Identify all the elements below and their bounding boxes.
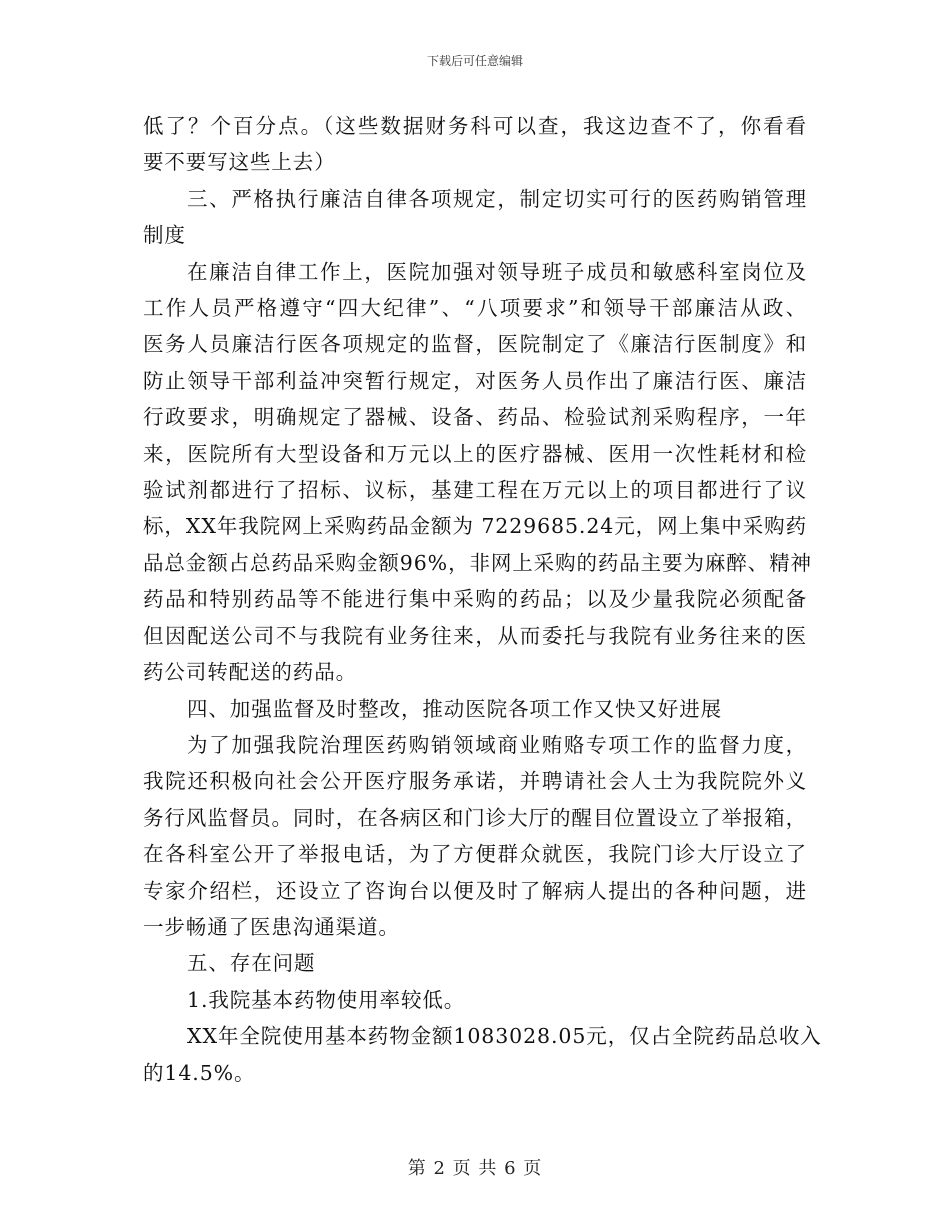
text-line: 务行风监督员。同时，在各病区和门诊大厅的醒目位置设立了举报箱， — [143, 805, 807, 830]
section-heading-3: 三、严格执行廉洁自律各项规定，制定切实可行的医药购销管理 — [187, 186, 807, 211]
text-line: 为了加强我院治理医药购销领域商业贿赂专项工作的监督力度， — [187, 732, 807, 757]
section-heading-5: 五、存在问题 — [187, 951, 316, 976]
text-line: 我院还积极向社会公开医疗服务承诺，并聘请社会人士为我院院外义 — [143, 769, 807, 794]
text-line: 医务人员廉洁行医各项规定的监督，医院制定了《廉洁行医制度》和 — [143, 332, 807, 357]
text-line: 品总金额占总药品采购金额96%，非网上采购的药品主要为麻醉、精神 — [143, 550, 812, 575]
text-line: 来，医院所有大型设备和万元以上的医疗器械、医用一次性耗材和检 — [143, 441, 807, 466]
text-line: 的14.5%。 — [143, 1060, 256, 1085]
text-line: 药公司转配送的药品。 — [143, 660, 357, 685]
text-line: 但因配送公司不与我院有业务往来，从而委托与我院有业务往来的医 — [143, 623, 807, 648]
section-heading-4: 四、加强监督及时整改，推动医院各项工作又快又好进展 — [187, 696, 722, 721]
text-line: 标，XX年我院网上采购药品金额为 7229685.24元，网上集中采购药 — [143, 514, 807, 539]
subsection-heading: 1.我院基本药物使用率较低。 — [187, 987, 466, 1012]
text-line: 行政要求，明确规定了器械、设备、药品、检验试剂采购程序，一年 — [143, 405, 807, 430]
document-body — [143, 108, 822, 1091]
text-line: 要不要写这些上去） — [143, 150, 336, 175]
section-heading-3-cont: 制度 — [143, 223, 186, 248]
text-line: 在各科室公开了举报电话，为了方便群众就医，我院门诊大厅设立了 — [143, 842, 807, 867]
text-line: 在廉洁自律工作上，医院加强对领导班子成员和敏感科室岗位及 — [187, 259, 807, 284]
text-line: 防止领导干部利益冲突暂行规定，对医务人员作出了廉洁行医、廉洁 — [143, 368, 807, 393]
text-line: 低了？个百分点。（这些数据财务科可以查，我这边查不了，你看看 — [143, 114, 807, 138]
page-footer: 第 2 页 共 6 页 — [407, 1158, 543, 1179]
page-header: 下载后可任意编辑 — [426, 54, 523, 68]
text-line: 专家介绍栏，还设立了咨询台以便及时了解病人提出的各种问题，进 — [143, 878, 807, 903]
text-line: 药品和特别药品等不能进行集中采购的药品；以及少量我院必须配备 — [143, 587, 807, 612]
text-line: 工作人员严格遵守“四大纪律”、“八项要求”和领导干部廉洁从政、 — [143, 296, 807, 321]
text-line: 验试剂都进行了招标、议标，基建工程在万元以上的项目都进行了议 — [143, 478, 807, 503]
text-line: XX年全院使用基本药物金额1083028.05元，仅占全院药品总收入 — [187, 1024, 822, 1049]
text-line: 一步畅通了医患沟通渠道。 — [143, 914, 400, 939]
